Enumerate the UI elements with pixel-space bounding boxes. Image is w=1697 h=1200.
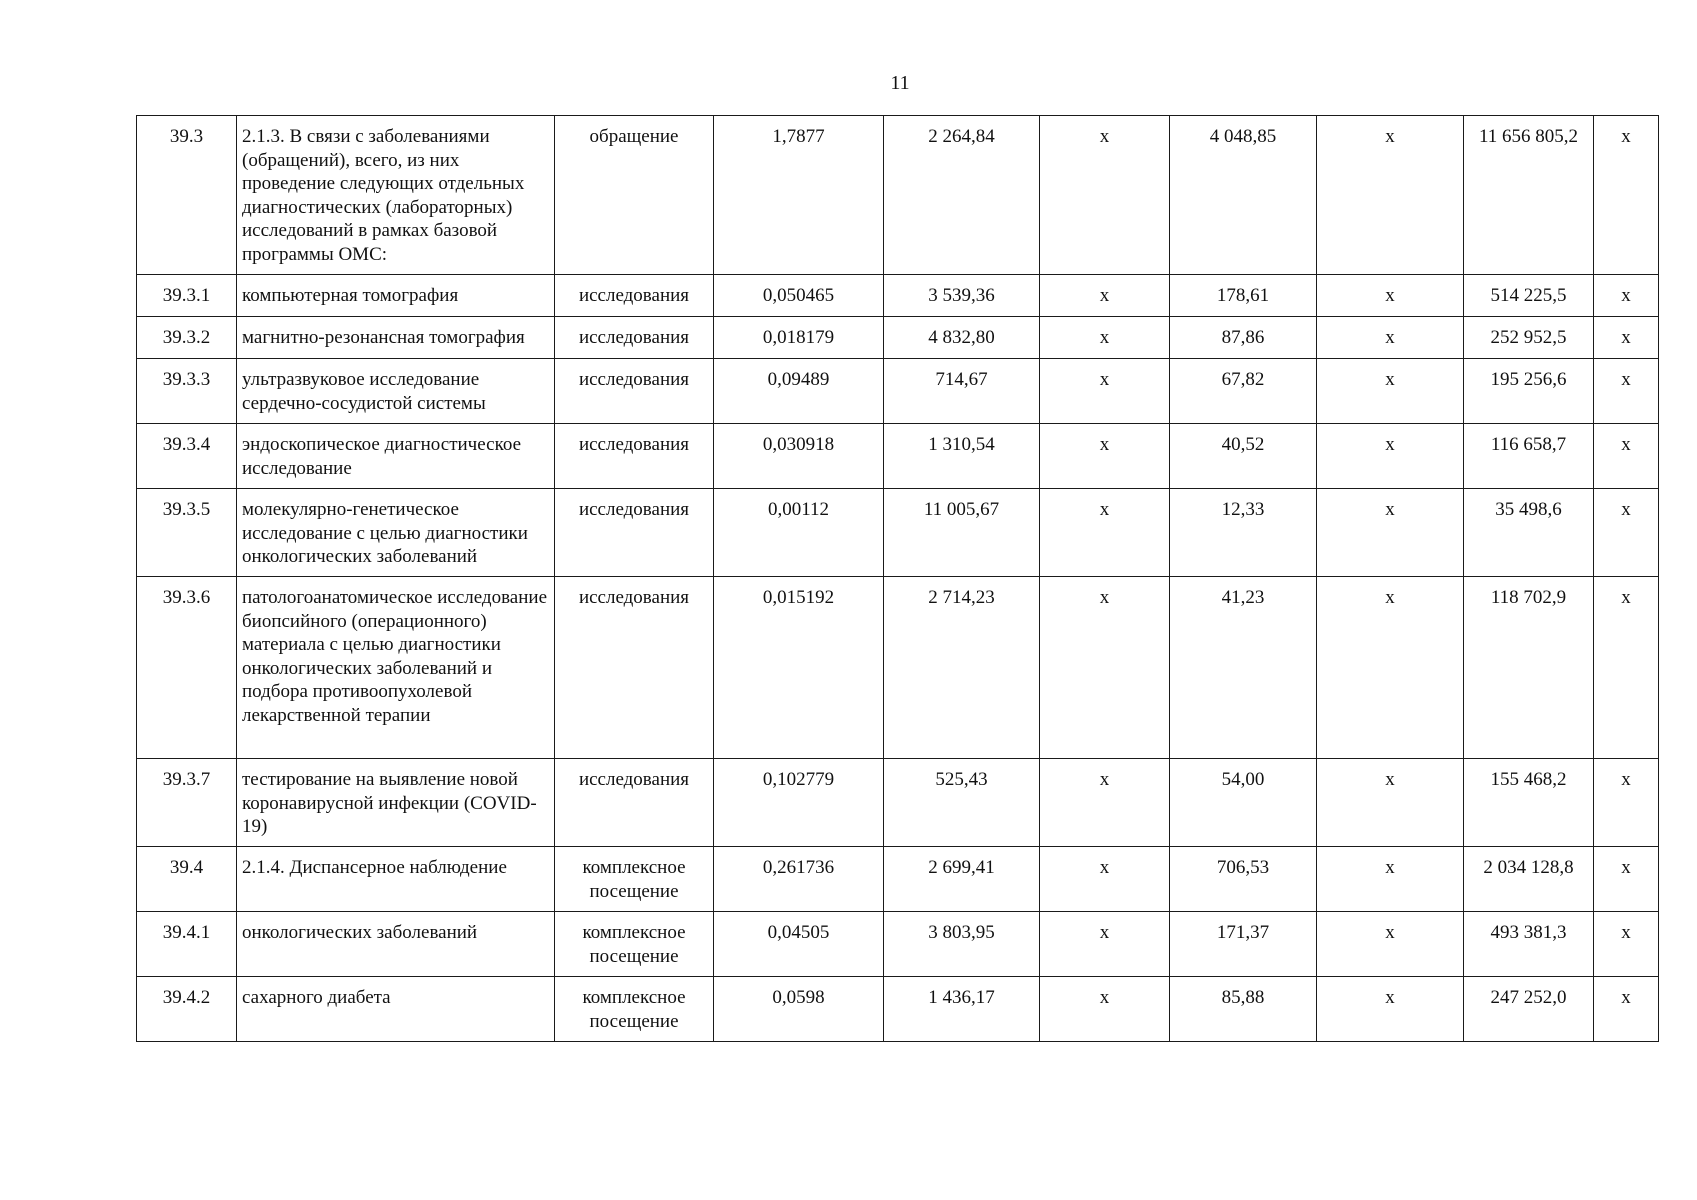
row-number: 39.3.5 xyxy=(137,489,237,577)
row-total: 247 252,0 xyxy=(1464,977,1594,1042)
row-total: 2 034 128,8 xyxy=(1464,847,1594,912)
row-cost: 3 803,95 xyxy=(884,912,1040,977)
row-total: 116 658,7 xyxy=(1464,424,1594,489)
row-norm: 0,04505 xyxy=(714,912,884,977)
row-cost: 1 436,17 xyxy=(884,977,1040,1042)
row-number: 39.3.4 xyxy=(137,424,237,489)
row-x-mark: х xyxy=(1594,275,1659,317)
row-number: 39.4 xyxy=(137,847,237,912)
table-row xyxy=(137,489,1659,577)
row-x-mark: х xyxy=(1594,847,1659,912)
row-norm: 0,050465 xyxy=(714,275,884,317)
row-x-mark: х xyxy=(1040,116,1170,275)
row-cost: 11 005,67 xyxy=(884,489,1040,577)
row-x-mark: х xyxy=(1594,424,1659,489)
row-unit: исследования xyxy=(555,275,714,317)
row-total: 118 702,9 xyxy=(1464,577,1594,759)
row-x-mark: х xyxy=(1594,359,1659,424)
row-x-mark: х xyxy=(1040,759,1170,847)
table-row xyxy=(137,847,1659,912)
row-name: молекулярно-генетическое исследование с целью диагностики онкологических заболеваний xyxy=(237,489,555,577)
table-row xyxy=(137,359,1659,424)
row-per-capita: 12,33 xyxy=(1170,489,1317,577)
row-per-capita: 171,37 xyxy=(1170,912,1317,977)
row-x-mark: х xyxy=(1317,759,1464,847)
row-cost: 4 832,80 xyxy=(884,317,1040,359)
row-total: 155 468,2 xyxy=(1464,759,1594,847)
row-total: 11 656 805,2 xyxy=(1464,116,1594,275)
page-number: 11 xyxy=(890,72,910,94)
row-total: 35 498,6 xyxy=(1464,489,1594,577)
row-per-capita: 87,86 xyxy=(1170,317,1317,359)
data-table xyxy=(136,115,1659,1042)
table-body xyxy=(137,116,1659,1042)
row-name: патологоанатомическое исследование биопсийного (операционного) материала с целью диагностики онкологических заболеваний и подбора противоопухолевой лекарственной терапии xyxy=(237,577,555,759)
row-number: 39.3.6 xyxy=(137,577,237,759)
row-unit: исследования xyxy=(555,359,714,424)
row-total: 252 952,5 xyxy=(1464,317,1594,359)
row-cost: 2 264,84 xyxy=(884,116,1040,275)
row-x-mark: х xyxy=(1317,977,1464,1042)
row-unit: исследования xyxy=(555,317,714,359)
row-per-capita: 54,00 xyxy=(1170,759,1317,847)
row-x-mark: х xyxy=(1317,317,1464,359)
row-unit: исследования xyxy=(555,759,714,847)
row-unit: исследования xyxy=(555,424,714,489)
table-row xyxy=(137,317,1659,359)
row-number: 39.4.1 xyxy=(137,912,237,977)
row-norm: 0,00112 xyxy=(714,489,884,577)
row-per-capita: 67,82 xyxy=(1170,359,1317,424)
row-number: 39.3.1 xyxy=(137,275,237,317)
row-x-mark: х xyxy=(1317,116,1464,275)
row-x-mark: х xyxy=(1594,317,1659,359)
row-name: эндоскопическое диагностическое исследование xyxy=(237,424,555,489)
row-cost: 3 539,36 xyxy=(884,275,1040,317)
row-norm: 0,018179 xyxy=(714,317,884,359)
row-name: 2.1.4. Диспансерное наблюдение xyxy=(237,847,555,912)
row-x-mark: х xyxy=(1317,912,1464,977)
row-x-mark: х xyxy=(1040,489,1170,577)
row-cost: 714,67 xyxy=(884,359,1040,424)
table-row xyxy=(137,912,1659,977)
row-norm: 0,102779 xyxy=(714,759,884,847)
table-row xyxy=(137,759,1659,847)
row-x-mark: х xyxy=(1040,847,1170,912)
row-norm: 0,261736 xyxy=(714,847,884,912)
row-per-capita: 4 048,85 xyxy=(1170,116,1317,275)
row-name: сахарного диабета xyxy=(237,977,555,1042)
row-x-mark: х xyxy=(1317,424,1464,489)
row-per-capita: 178,61 xyxy=(1170,275,1317,317)
row-number: 39.3.7 xyxy=(137,759,237,847)
row-norm: 0,015192 xyxy=(714,577,884,759)
row-norm: 0,0598 xyxy=(714,977,884,1042)
row-cost: 2 699,41 xyxy=(884,847,1040,912)
row-number: 39.3 xyxy=(137,116,237,275)
row-per-capita: 41,23 xyxy=(1170,577,1317,759)
table-row xyxy=(137,275,1659,317)
row-unit: исследования xyxy=(555,489,714,577)
row-x-mark: х xyxy=(1040,275,1170,317)
row-total: 195 256,6 xyxy=(1464,359,1594,424)
row-unit: исследования xyxy=(555,577,714,759)
row-name: тестирование на выявление новой коронавирусной инфекции (COVID-19) xyxy=(237,759,555,847)
table-row xyxy=(137,977,1659,1042)
row-norm: 0,09489 xyxy=(714,359,884,424)
row-x-mark: х xyxy=(1317,359,1464,424)
row-x-mark: х xyxy=(1040,424,1170,489)
row-x-mark: х xyxy=(1594,116,1659,275)
row-name: онкологических заболеваний xyxy=(237,912,555,977)
row-x-mark: х xyxy=(1040,359,1170,424)
row-total: 514 225,5 xyxy=(1464,275,1594,317)
table-row xyxy=(137,577,1659,759)
row-x-mark: х xyxy=(1040,977,1170,1042)
row-x-mark: х xyxy=(1594,912,1659,977)
row-per-capita: 40,52 xyxy=(1170,424,1317,489)
row-number: 39.4.2 xyxy=(137,977,237,1042)
row-unit: комплексное посещение xyxy=(555,912,714,977)
row-name: компьютерная томография xyxy=(237,275,555,317)
row-name: магнитно-резонансная томография xyxy=(237,317,555,359)
row-x-mark: х xyxy=(1040,577,1170,759)
row-x-mark: х xyxy=(1594,577,1659,759)
row-cost: 525,43 xyxy=(884,759,1040,847)
row-x-mark: х xyxy=(1040,317,1170,359)
row-per-capita: 85,88 xyxy=(1170,977,1317,1042)
row-name: 2.1.3. В связи с заболеваниями (обращений), всего, из них проведение следующих отдельных диагностических (лабораторных) исследований в рамках базовой программы ОМС: xyxy=(237,116,555,275)
row-norm: 1,7877 xyxy=(714,116,884,275)
row-x-mark: х xyxy=(1317,847,1464,912)
row-name: ультразвуковое исследование сердечно-сосудистой системы xyxy=(237,359,555,424)
row-x-mark: х xyxy=(1317,275,1464,317)
row-unit: обращение xyxy=(555,116,714,275)
row-per-capita: 706,53 xyxy=(1170,847,1317,912)
row-total: 493 381,3 xyxy=(1464,912,1594,977)
row-norm: 0,030918 xyxy=(714,424,884,489)
row-x-mark: х xyxy=(1317,489,1464,577)
row-x-mark: х xyxy=(1040,912,1170,977)
row-number: 39.3.3 xyxy=(137,359,237,424)
row-cost: 2 714,23 xyxy=(884,577,1040,759)
row-x-mark: х xyxy=(1594,489,1659,577)
row-cost: 1 310,54 xyxy=(884,424,1040,489)
row-unit: комплексное посещение xyxy=(555,847,714,912)
table-row xyxy=(137,116,1659,275)
row-x-mark: х xyxy=(1594,759,1659,847)
row-x-mark: х xyxy=(1594,977,1659,1042)
row-number: 39.3.2 xyxy=(137,317,237,359)
row-x-mark: х xyxy=(1317,577,1464,759)
table-row xyxy=(137,424,1659,489)
row-unit: комплексное посещение xyxy=(555,977,714,1042)
